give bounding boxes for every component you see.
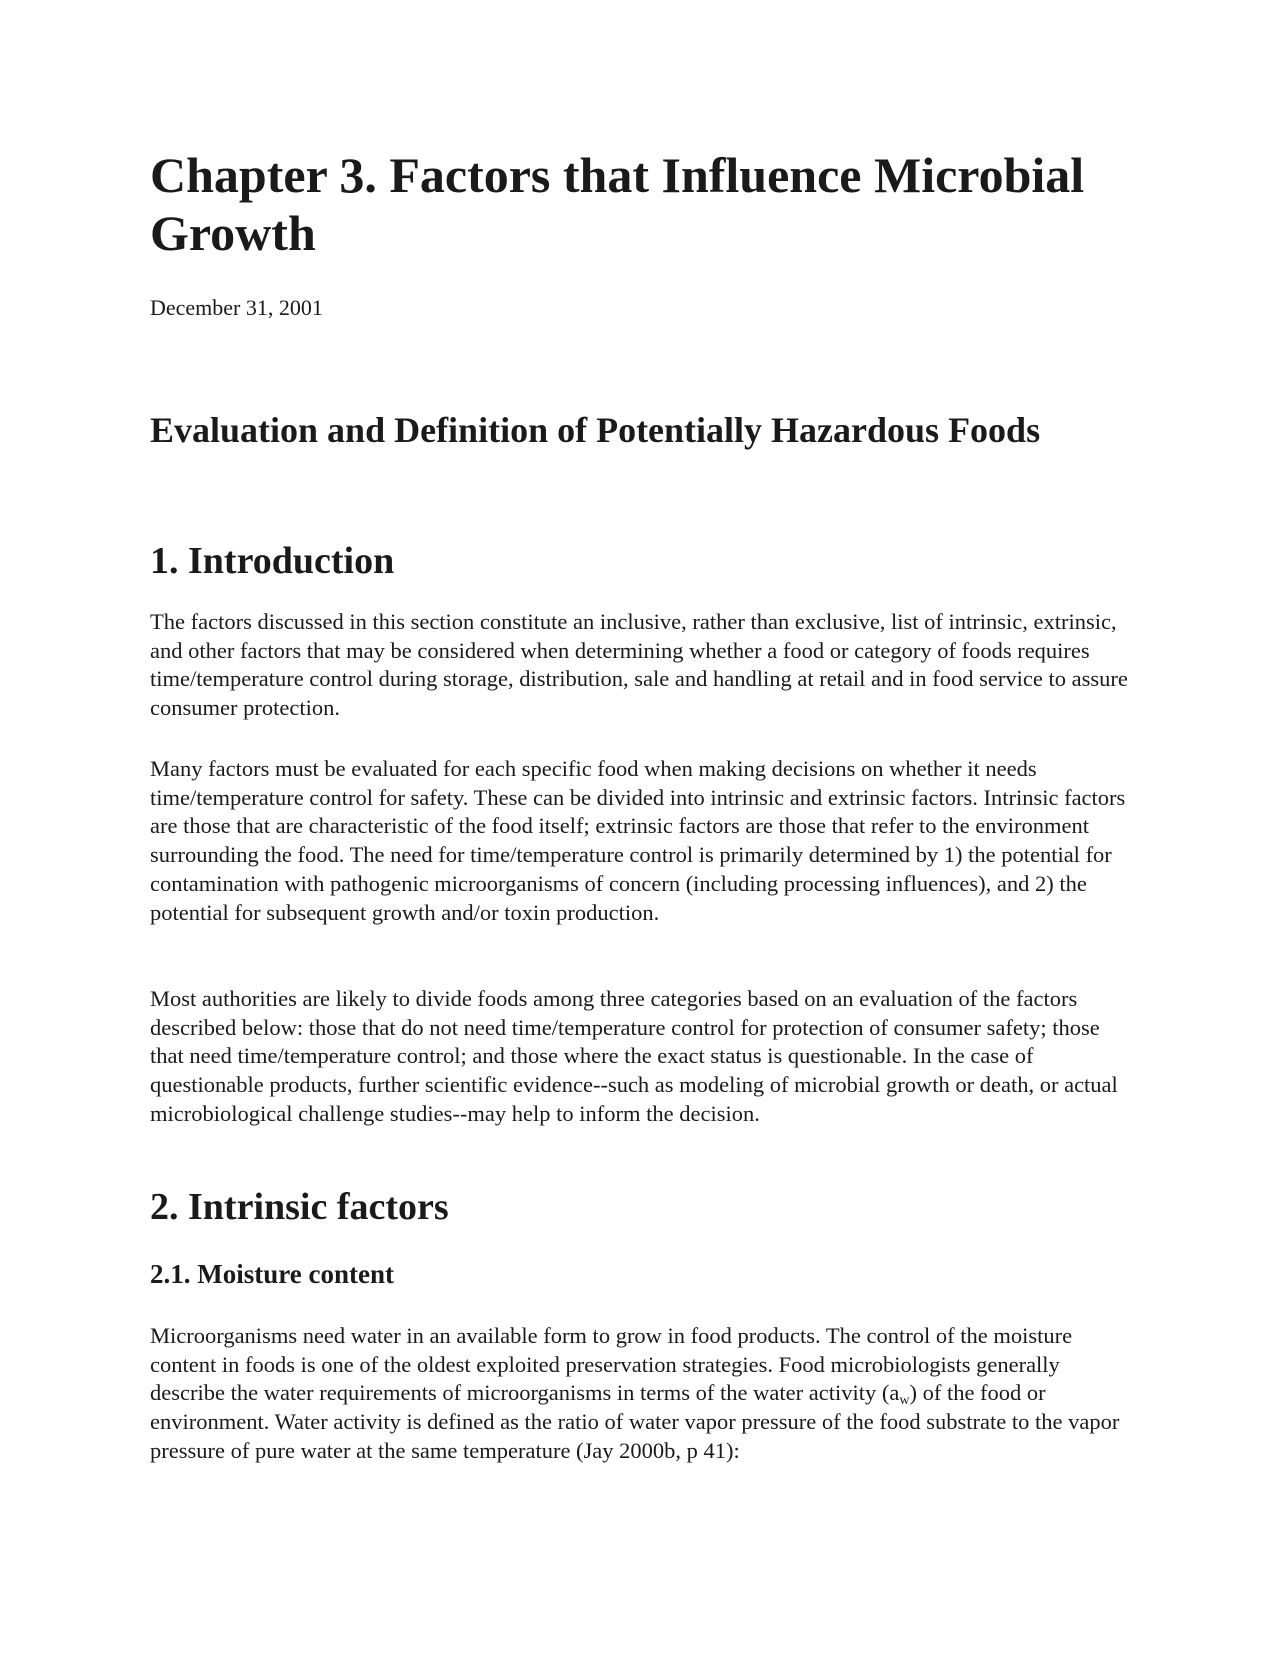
document-subtitle: Evaluation and Definition of Potentially Hazardous Foods bbox=[150, 410, 1041, 450]
intro-paragraph-2: Many factors must be evaluated for each specific food when making decisions on whether it needs time/temperature control for safety. These can be divided into intrinsic and extrinsic factors. Intrinsic factors are those that are characteristic of the food itself; extrinsic factors are those that refer to the environment surrounding the food. The need for time/temperature control is primarily determined by 1) the potential for contamination with pathogenic microorganisms of concern (including processing influences), and 2) the potential for subsequent growth and/or toxin production. bbox=[150, 756, 1126, 925]
intro-paragraph-3: Most authorities are likely to divide foods among three categories based on an evaluation of the factors described below: those that do not need time/temperature control for protection of consumer safety; those that need time/temperature control; and those where the exact status is questionable. In the case of questionable products, further scientific evidence--such as modeling of microbial growth or death, or actual microbiological challenge studies--may help to inform the decision. bbox=[150, 986, 1118, 1126]
section-heading-intrinsic-factors: 2. Intrinsic factors bbox=[150, 1186, 449, 1228]
moisture-text-part-1: Microorganisms need water in an available form to grow in food products. The control of the moisture content in foods is one of the oldest exploited preservation strategies. Food microbiologists generally describe the water requirements of microorganisms in terms of the water activity (a bbox=[150, 1323, 1073, 1406]
chapter-title: Chapter 3. Factors that Influence Microbial Growth bbox=[150, 147, 1085, 261]
moisture-text-part-2: ) of the food or environment. Water activity is defined as the ratio of water vapor pressure of the food substrate to the vapor pressure of pure water at the same temperature (Jay 2000b, p 41): bbox=[150, 1380, 1120, 1463]
intro-paragraph-1: The factors discussed in this section constitute an inclusive, rather than exclusive, list of intrinsic, extrinsic, and other factors that may be considered when determining whether a food or category of foods requires time/temperature control during storage, distribution, sale and handling at retail and in food service to assure consumer protection. bbox=[150, 609, 1128, 721]
subsection-heading-moisture-content: 2.1. Moisture content bbox=[150, 1259, 394, 1289]
moisture-paragraph bbox=[150, 1322, 1135, 1466]
publication-date: December 31, 2001 bbox=[150, 295, 323, 320]
section-heading-introduction: 1. Introduction bbox=[150, 540, 395, 582]
water-activity-subscript: w bbox=[899, 1393, 910, 1409]
